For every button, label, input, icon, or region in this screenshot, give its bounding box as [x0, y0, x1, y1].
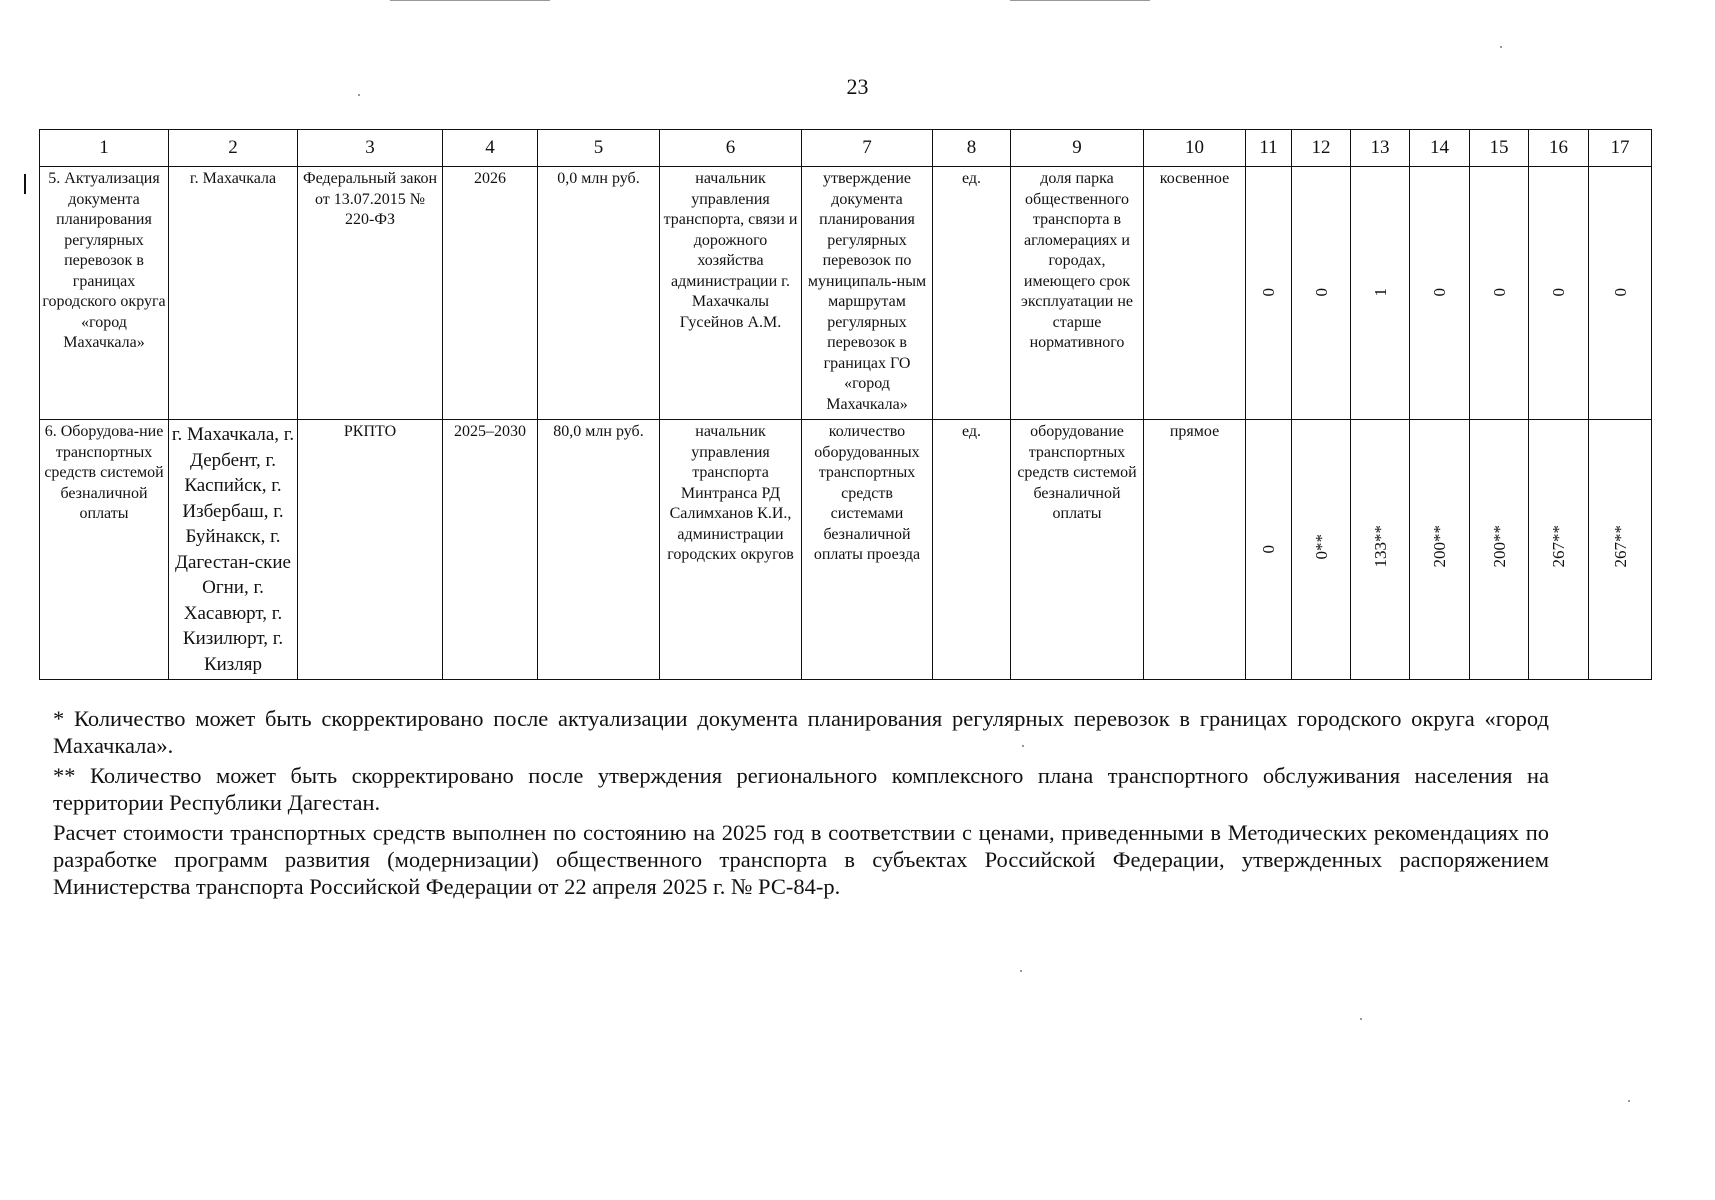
value-cell — [1246, 167, 1292, 420]
value-text: 267** — [1610, 525, 1630, 568]
value-text: 0 — [1549, 288, 1568, 297]
value-cell — [1351, 420, 1410, 680]
territory-cell: г. Махачкала, г. Дербент, г. Каспийск, г. Избербаш, г. Буйнакск, г. Дагестан-ские Огни, г. Хасавюрт, г. Кизилюрт, г. Кизляр — [169, 420, 298, 680]
value-cell — [1589, 420, 1652, 680]
value-text: 133** — [1370, 525, 1390, 568]
footnote-single-star: * Количество может быть скорректировано после актуализации документа планирования регулярных перевозок в границах городского округа «город Махачкала». — [53, 706, 1549, 758]
value-text: 267** — [1549, 525, 1568, 568]
value-cell — [1246, 420, 1292, 680]
value-text: 200** — [1489, 525, 1509, 568]
col-header-17: 17 — [1589, 130, 1652, 167]
value-text: 0 — [1610, 288, 1630, 297]
value-text: 200** — [1430, 525, 1449, 568]
scan-artifact-line — [1010, 0, 1150, 1]
value-cell — [1292, 167, 1351, 420]
indicator-cell: оборудование транспортных средств системой безналичной оплаты — [1011, 420, 1144, 680]
indicator-cell: доля парка общественного транспорта в агломерациях и городах, имеющего срок эксплуатации не старше нормативного — [1011, 167, 1144, 420]
col-header-15: 15 — [1470, 130, 1529, 167]
influence-cell: прямое — [1144, 420, 1246, 680]
change-mark — [24, 174, 26, 194]
cost-cell: 80,0 млн руб. — [538, 420, 660, 680]
value-text: 0** — [1311, 533, 1331, 559]
value-cell — [1589, 167, 1652, 420]
header-row — [40, 130, 1652, 167]
col-header-4: 4 — [443, 130, 538, 167]
value-cell — [1470, 167, 1529, 420]
result-cell: утверждение документа планирования регулярных перевозок по муниципаль-ным маршрутам регулярных перевозок в границах ГО «город Махачкала» — [802, 167, 933, 420]
table-row — [40, 420, 1652, 680]
period-cell: 2026 — [443, 167, 538, 420]
scan-speck — [1020, 970, 1022, 972]
col-header-6: 6 — [660, 130, 802, 167]
col-header-10: 10 — [1144, 130, 1246, 167]
col-header-14: 14 — [1410, 130, 1470, 167]
value-text: 1 — [1370, 288, 1390, 297]
col-header-13: 13 — [1351, 130, 1410, 167]
col-header-8: 8 — [933, 130, 1011, 167]
col-header-3: 3 — [298, 130, 443, 167]
value-text: 0 — [1430, 288, 1449, 297]
value-cell — [1410, 420, 1470, 680]
value-text: 0 — [1311, 288, 1331, 297]
value-text: 0 — [1259, 544, 1278, 554]
influence-cell: косвенное — [1144, 167, 1246, 420]
responsible-cell: начальник управления транспорта, связи и дорожного хозяйства администрации г. Махачкалы Гусейнов А.М. — [660, 167, 802, 420]
col-header-2: 2 — [169, 130, 298, 167]
value-cell — [1470, 420, 1529, 680]
scan-speck — [1500, 46, 1502, 48]
responsible-cell: начальник управления транспорта Минтранса РД Салимханов К.И., администрации городских округов — [660, 420, 802, 680]
period-cell: 2025–2030 — [443, 420, 538, 680]
cost-calculation-note: Расчет стоимости транспортных средств выполнен по состоянию на 2025 год в соответствии с ценами, приведенными в Методических рекомендациях по разработке программ развития (модернизации) общественного транспорта в субъектах Российской Федерации, утвержденных распоряжением Министерства транспорта Российской Федерации от 22 апреля 2025 г. № РС-84-р. — [53, 820, 1549, 899]
scan-speck — [1628, 1100, 1630, 1102]
footnotes — [53, 705, 1549, 903]
table-row — [40, 167, 1652, 420]
col-header-12: 12 — [1292, 130, 1351, 167]
col-header-16: 16 — [1529, 130, 1589, 167]
col-header-9: 9 — [1011, 130, 1144, 167]
footnote-double-star: ** Количество может быть скорректировано после утверждения регионального комплексного плана транспортного обслуживания населения на территории Республики Дагестан. — [53, 763, 1549, 815]
value-text: 0 — [1259, 288, 1278, 297]
scan-artifact-line — [390, 0, 550, 1]
unit-cell: ед. — [933, 420, 1011, 680]
territory-cell: г. Махачкала — [169, 167, 298, 420]
value-cell — [1351, 167, 1410, 420]
value-text: 0 — [1489, 288, 1509, 297]
unit-cell: ед. — [933, 167, 1011, 420]
value-cell — [1410, 167, 1470, 420]
col-header-11: 11 — [1246, 130, 1292, 167]
value-cell — [1292, 420, 1351, 680]
value-cell — [1529, 167, 1589, 420]
value-cell — [1529, 420, 1589, 680]
result-cell: количество оборудованных транспортных средств системами безналичной оплаты проезда — [802, 420, 933, 680]
col-header-5: 5 — [538, 130, 660, 167]
basis-cell: Федеральный закон от 13.07.2015 № 220-ФЗ — [298, 167, 443, 420]
col-header-1: 1 — [40, 130, 169, 167]
measures-table — [39, 129, 1652, 680]
measure-name-cell: 6. Оборудова-ние транспортных средств системой безналичной оплаты — [40, 420, 169, 680]
measure-name-cell: 5. Актуализация документа планирования регулярных перевозок в границах городского округа «город Махачкала» — [40, 167, 169, 420]
col-header-7: 7 — [802, 130, 933, 167]
cost-cell: 0,0 млн руб. — [538, 167, 660, 420]
page-number: 23 — [846, 74, 869, 99]
scan-speck — [1360, 1018, 1362, 1020]
basis-cell: РКПТО — [298, 420, 443, 680]
